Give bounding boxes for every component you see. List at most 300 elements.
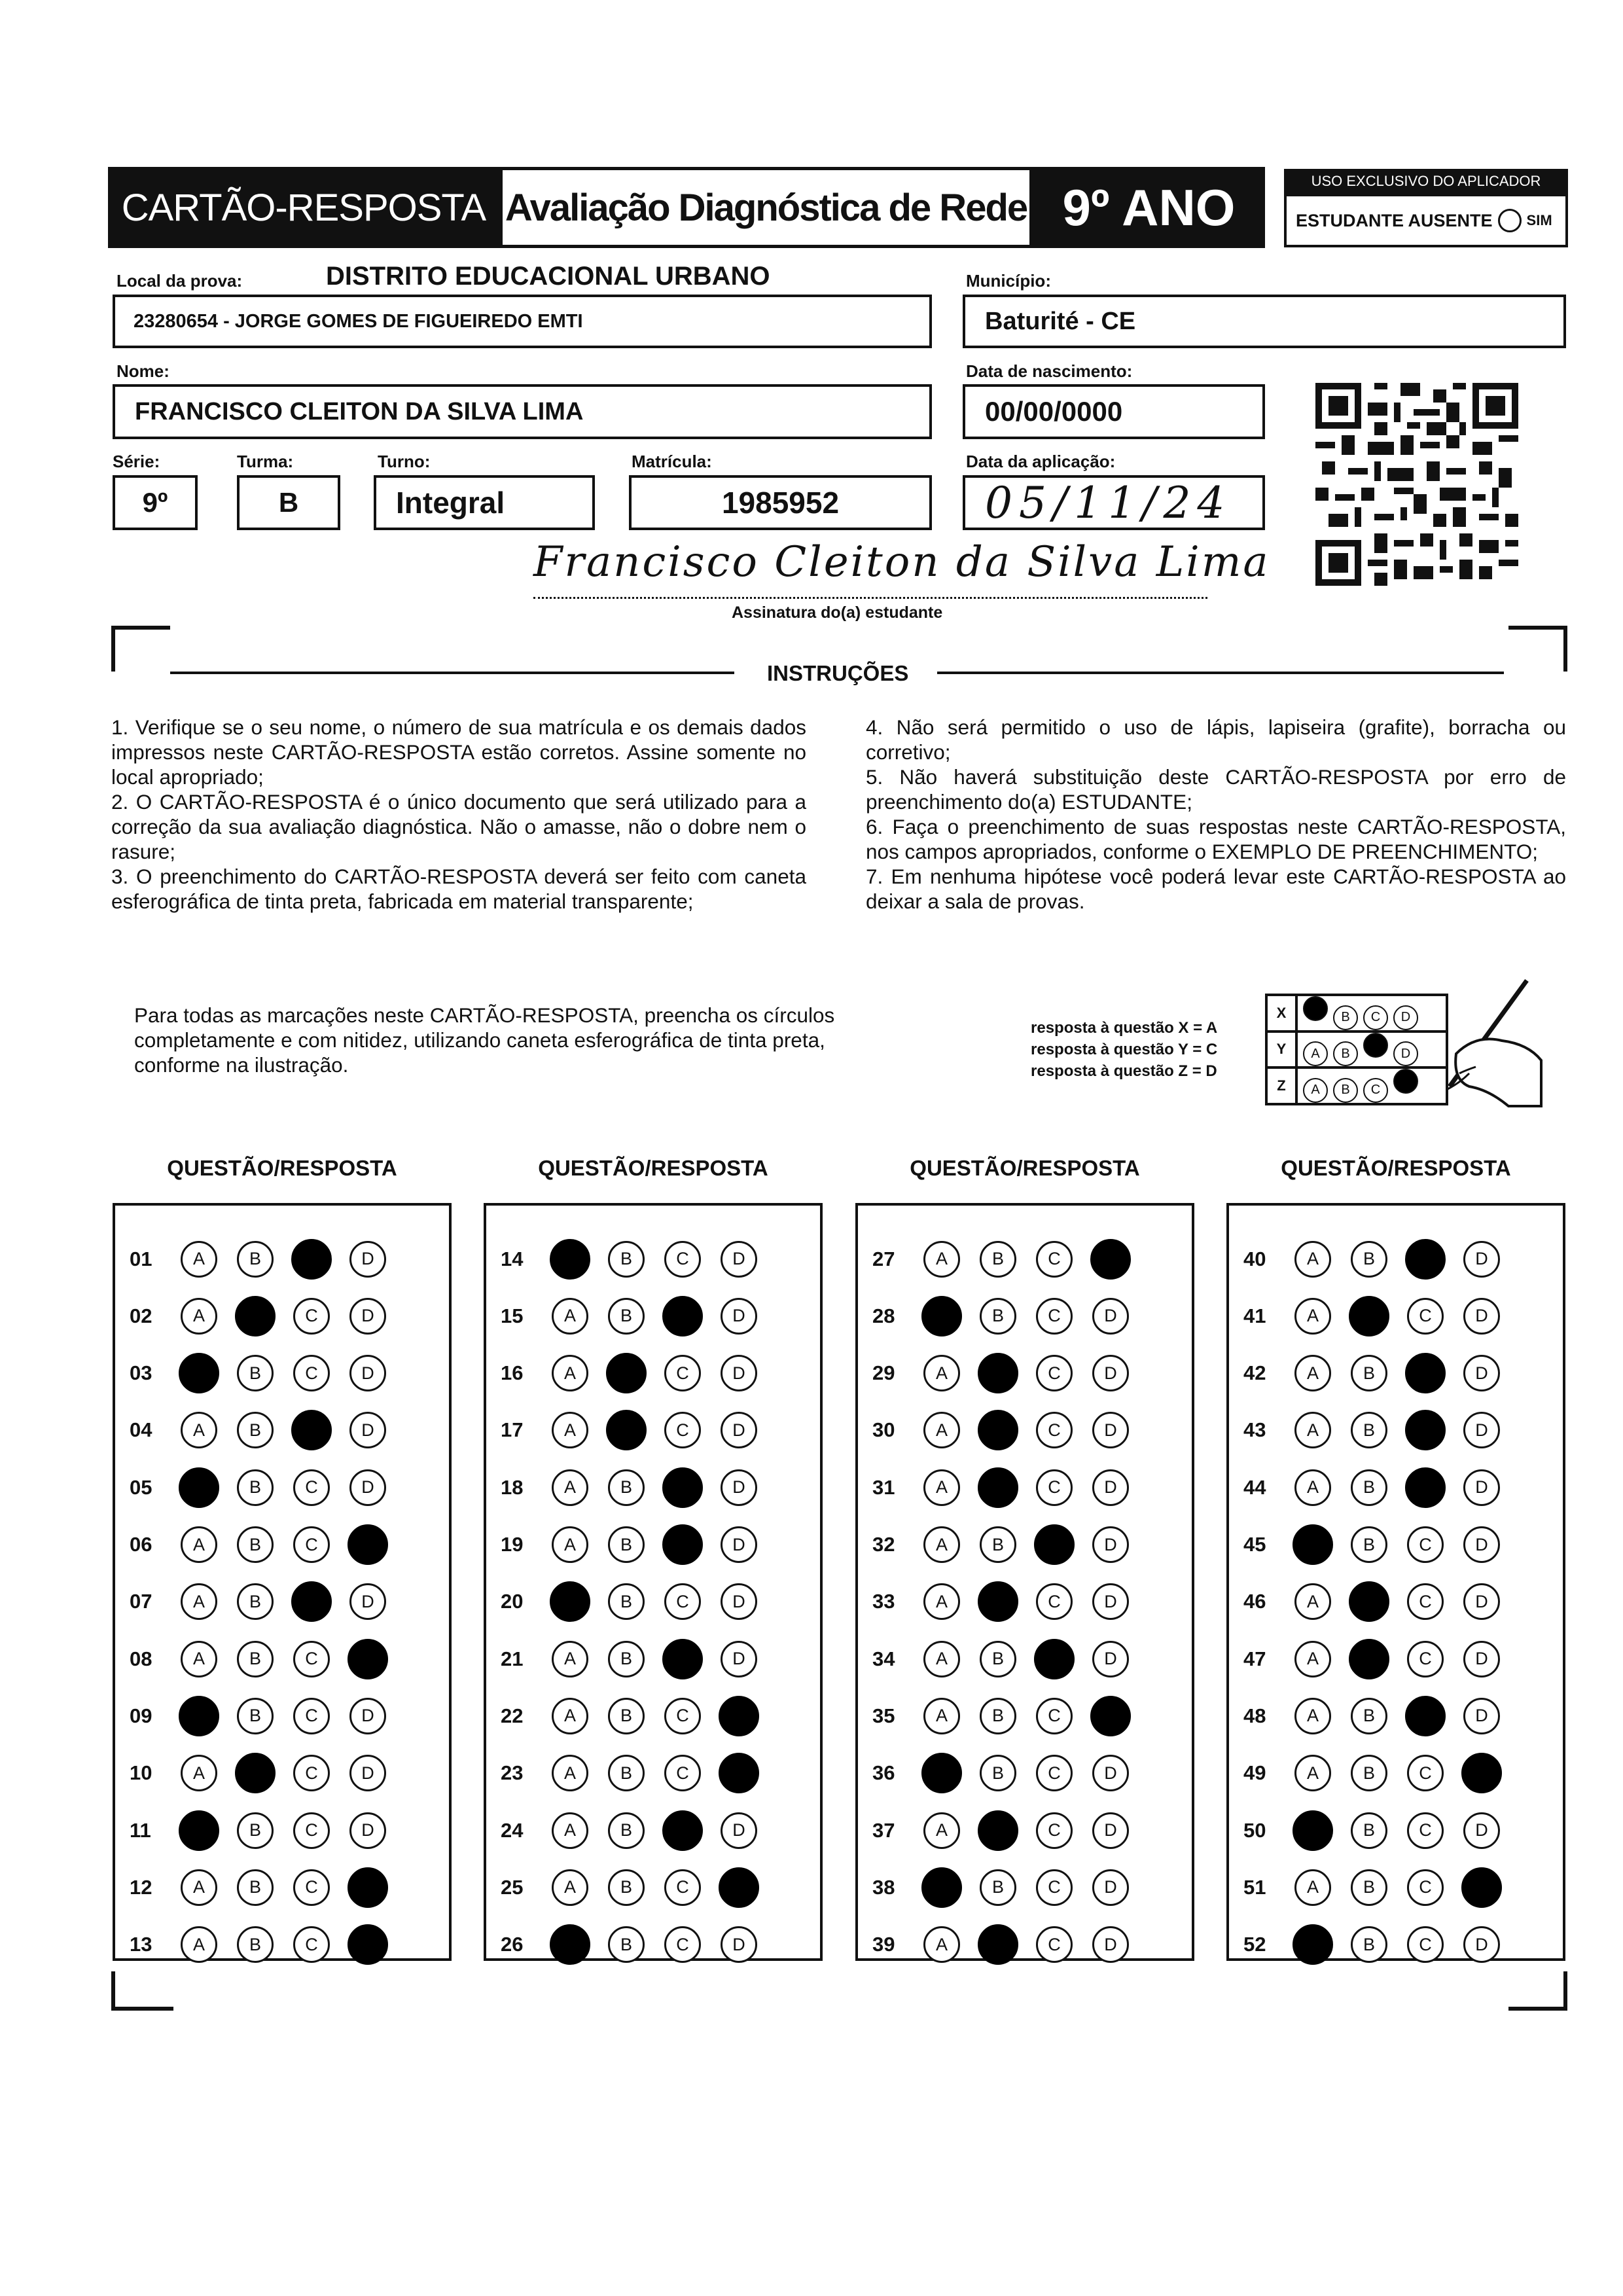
answer-bubble-a[interactable] [923,1583,960,1620]
frame-corner-bottom-right [1508,1971,1567,2011]
answer-bubble-b[interactable] [235,1296,276,1336]
answer-bubble-d[interactable] [349,1241,386,1278]
question-row [858,1859,1192,1916]
answer-bubble-a[interactable] [1294,1583,1331,1620]
answer-bubble-b[interactable] [608,1812,645,1849]
answer-bubble-b[interactable] [1349,1639,1389,1679]
answer-bubble-c[interactable] [1036,1869,1073,1906]
answer-bubble-a[interactable] [1294,1355,1331,1391]
answer-bubble-letter: B [1363,1820,1375,1840]
answer-bubble-c[interactable] [664,1412,701,1448]
answer-bubble-b[interactable] [1351,1755,1387,1791]
answer-bubble-a[interactable] [1294,1641,1331,1677]
answer-bubble-c[interactable] [1407,1298,1444,1335]
answer-bubble-letter: C [1048,1820,1061,1840]
question-column-header: QUESTÃO/RESPOSTA [538,1156,768,1180]
answer-bubble-d[interactable] [349,1355,386,1391]
answer-bubble-a[interactable] [1294,1241,1331,1278]
answer-bubble-c[interactable] [664,1241,701,1278]
answer-bubble-a[interactable] [552,1812,588,1849]
answer-bubble-c[interactable] [1407,1641,1444,1677]
answer-bubble-d[interactable] [1463,1698,1500,1734]
answer-bubble-d[interactable] [721,1412,757,1448]
question-row [858,1459,1192,1516]
answer-bubble-letter: D [732,1591,745,1611]
answer-bubble-c[interactable] [1036,1241,1073,1278]
answer-bubble-c[interactable] [1407,1583,1444,1620]
answer-bubble-a[interactable] [550,1924,590,1965]
answer-bubble-a[interactable] [1294,1298,1331,1335]
answer-bubble-b[interactable] [1351,1355,1387,1391]
answer-bubble-b[interactable] [608,1641,645,1677]
answer-bubble-letter: C [1048,1306,1061,1326]
answer-bubble-d[interactable] [349,1755,386,1791]
answer-bubble-a[interactable] [1293,1524,1333,1565]
answer-bubble-c[interactable] [1407,1526,1444,1563]
answer-bubble-d[interactable] [719,1867,759,1908]
answer-bubble-d[interactable] [349,1412,386,1448]
answer-bubble-d[interactable] [1463,1926,1500,1963]
answer-bubble-c[interactable] [1407,1755,1444,1791]
answer-bubble-a[interactable] [552,1469,588,1506]
answer-bubble-letter: D [1475,1363,1488,1383]
answer-bubble-d[interactable] [1090,1696,1131,1736]
answer-bubble-a[interactable] [1294,1698,1331,1734]
answer-bubble-b[interactable] [980,1698,1016,1734]
example-bubble [1333,1041,1358,1066]
answer-bubble-c[interactable] [662,1524,703,1565]
answer-bubble-letter: A [563,1420,576,1440]
answer-bubble-letter: C [676,1934,689,1954]
answer-bubble-b[interactable] [608,1469,645,1506]
answer-bubble-c[interactable] [1405,1696,1446,1736]
answer-bubble-a[interactable] [921,1867,962,1908]
answer-bubble-a[interactable] [923,1355,960,1391]
answer-bubble-letter: A [935,1363,948,1383]
instruction-item: 2. O CARTÃO-RESPOSTA é o único documento que será utilizado para a correção da sua avaliação diagnóstica. Não o amasse, não o dobre nem o rasure; [111,790,806,863]
question-row [486,1630,820,1687]
answer-bubble-b[interactable] [608,1869,645,1906]
question-row [115,1859,449,1916]
answer-bubble-b[interactable] [978,1353,1018,1393]
answer-bubble-c[interactable] [664,1755,701,1791]
answer-bubble-b[interactable] [1351,1812,1387,1849]
answer-bubble-d[interactable] [1092,1469,1129,1506]
answer-bubble-d[interactable] [1463,1355,1500,1391]
answer-bubble-d[interactable] [1463,1298,1500,1335]
example-row-bubbles [1296,1067,1447,1104]
answer-bubble-letter: B [991,1763,1004,1783]
answer-bubble-c[interactable] [662,1639,703,1679]
answer-bubble-b[interactable] [608,1583,645,1620]
answer-bubble-a[interactable] [552,1412,588,1448]
answer-bubble-c[interactable] [1405,1353,1446,1393]
fill-note: Para todas as marcações neste CARTÃO-RESPOSTA, preencha os círculos completamente e com nitidez, utilizando caneta esferográfica de tinta preta, conforme na ilustração. [134,1003,835,1077]
example-line: resposta à questão Y = C [1031,1041,1218,1058]
answer-bubble-d[interactable] [1090,1239,1131,1280]
answer-bubble-a[interactable] [1294,1412,1331,1448]
answer-bubble-a[interactable] [550,1239,590,1280]
answer-bubble-b[interactable] [980,1298,1016,1335]
answer-bubble-a[interactable] [181,1583,217,1620]
answer-bubble-b[interactable] [237,1926,274,1963]
answer-bubble-c[interactable] [1036,1812,1073,1849]
answer-bubble-b[interactable] [237,1698,274,1734]
answer-bubble-c[interactable] [664,1583,701,1620]
answer-bubble-d[interactable] [1463,1583,1500,1620]
answer-bubble-a[interactable] [552,1298,588,1335]
question-number: 43 [1243,1418,1266,1442]
answer-bubble-letter: B [991,1534,1004,1554]
answer-bubble-d[interactable] [1092,1641,1129,1677]
question-column [484,1203,823,1961]
answer-bubble-c[interactable] [1036,1755,1073,1791]
answer-bubble-b[interactable] [1351,1926,1387,1963]
answer-bubble-c[interactable] [293,1641,330,1677]
answer-bubble-letter: A [192,1249,205,1268]
example-bubble-letter: A [1311,1083,1320,1097]
answer-bubble-a[interactable] [181,1241,217,1278]
answer-bubble-letter: A [1306,1249,1319,1268]
answer-bubble-d[interactable] [721,1812,757,1849]
answer-bubble-a[interactable] [923,1641,960,1677]
example-bubble-letter: B [1341,1083,1350,1097]
question-row [115,1745,449,1802]
answer-bubble-b[interactable] [978,1810,1018,1851]
answer-bubble-d[interactable] [721,1298,757,1335]
question-number: 17 [501,1418,524,1442]
answer-bubble-letter: B [249,1534,261,1554]
answer-bubble-c[interactable] [662,1467,703,1508]
answer-bubble-c[interactable] [293,1469,330,1506]
answer-bubble-letter: C [676,1877,689,1897]
question-number: 40 [1243,1247,1266,1270]
answer-bubble-c[interactable] [664,1355,701,1391]
answer-bubble-b[interactable] [1351,1698,1387,1734]
answer-bubble-b[interactable] [980,1641,1016,1677]
example-line: resposta à questão X = A [1031,1019,1218,1037]
answer-bubble-a[interactable] [923,1698,960,1734]
answer-bubble-a[interactable] [921,1753,962,1793]
answer-bubble-letter: A [192,1649,205,1669]
answer-bubble-d[interactable] [1092,1812,1129,1849]
answer-bubble-a[interactable] [550,1581,590,1622]
answer-bubble-a[interactable] [1294,1755,1331,1791]
answer-bubble-letter: D [732,1649,745,1669]
answer-bubble-a[interactable] [923,1812,960,1849]
answer-bubble-b[interactable] [606,1353,647,1393]
question-row [115,1573,449,1630]
answer-bubble-c[interactable] [1036,1298,1073,1335]
answer-bubble-b[interactable] [608,1926,645,1963]
answer-bubble-b[interactable] [237,1241,274,1278]
question-row [486,1459,820,1516]
answer-bubble-a[interactable] [923,1526,960,1563]
answer-bubble-b[interactable] [978,1410,1018,1450]
answer-bubble-b[interactable] [237,1355,274,1391]
answer-bubble-c[interactable] [293,1355,330,1391]
answer-bubble-c[interactable] [1407,1869,1444,1906]
instruction-item: 7. Em nenhuma hipótese você poderá levar este CARTÃO-RESPOSTA ao deixar a sala de provas. [866,865,1566,913]
answer-bubble-c[interactable] [664,1869,701,1906]
answer-bubble-letter: C [305,1534,318,1554]
answer-bubble-letter: D [1104,1477,1117,1498]
answer-bubble-letter: C [305,1934,318,1954]
answer-bubble-d[interactable] [348,1524,388,1565]
answer-bubble-b[interactable] [1349,1581,1389,1622]
answer-bubble-d[interactable] [348,1867,388,1908]
answer-bubble-d[interactable] [721,1241,757,1278]
answer-bubble-letter: A [563,1820,576,1840]
answer-bubble-letter: D [732,1420,745,1440]
answer-bubble-a[interactable] [552,1641,588,1677]
answer-bubble-d[interactable] [1463,1526,1500,1563]
answer-bubble-a[interactable] [923,1926,960,1963]
question-number: 18 [501,1475,524,1499]
answer-bubble-c[interactable] [293,1298,330,1335]
answer-bubble-c[interactable] [1405,1467,1446,1508]
answer-bubble-a[interactable] [181,1412,217,1448]
answer-bubble-d[interactable] [348,1924,388,1965]
question-number: 07 [130,1590,152,1613]
answer-bubble-b[interactable] [608,1526,645,1563]
answer-bubble-a[interactable] [181,1869,217,1906]
answer-bubble-b[interactable] [978,1924,1018,1965]
answer-bubble-c[interactable] [1036,1583,1073,1620]
answer-bubble-c[interactable] [1405,1410,1446,1450]
qr-code-icon [1315,383,1518,586]
example-row-bubbles [1296,1031,1447,1068]
answer-bubble-d[interactable] [719,1753,759,1793]
answer-bubble-letter: A [1306,1420,1319,1440]
answer-bubble-a[interactable] [181,1526,217,1563]
answer-bubble-c[interactable] [664,1926,701,1963]
answer-bubble-a[interactable] [1294,1869,1331,1906]
answer-bubble-letter: B [249,1934,261,1954]
answer-bubble-letter: C [305,1649,318,1669]
answer-bubble-c[interactable] [1407,1812,1444,1849]
answer-bubble-d[interactable] [1463,1469,1500,1506]
answer-bubble-letter: D [1104,1934,1117,1954]
question-number: 46 [1243,1590,1266,1613]
answer-bubble-b[interactable] [237,1526,274,1563]
answer-bubble-d[interactable] [1092,1583,1129,1620]
answer-bubble-d[interactable] [349,1469,386,1506]
answer-bubble-c[interactable] [293,1698,330,1734]
answer-bubble-d[interactable] [721,1469,757,1506]
answer-bubble-letter: A [563,1763,576,1783]
answer-bubble-a[interactable] [923,1469,960,1506]
answer-bubble-letter: C [1419,1820,1432,1840]
answer-bubble-b[interactable] [237,1583,274,1620]
answer-bubble-c[interactable] [293,1755,330,1791]
answer-bubble-d[interactable] [1463,1641,1500,1677]
answer-bubble-c[interactable] [662,1296,703,1336]
local-school-field: 23280654 - JORGE GOMES DE FIGUEIREDO EMTI [113,295,932,348]
answer-bubble-b[interactable] [1351,1869,1387,1906]
question-number: 34 [872,1647,895,1670]
answer-bubble-d[interactable] [1092,1298,1129,1335]
answer-bubble-a[interactable] [552,1755,588,1791]
answer-bubble-letter: A [935,1420,948,1440]
answer-bubble-letter: A [192,1934,205,1954]
answer-bubble-d[interactable] [721,1926,757,1963]
answer-bubble-d[interactable] [721,1355,757,1391]
answer-bubble-d[interactable] [349,1583,386,1620]
frame-corner-top-right [1508,626,1567,672]
answer-bubble-c[interactable] [662,1810,703,1851]
answer-bubble-b[interactable] [237,1412,274,1448]
answer-bubble-c[interactable] [1036,1926,1073,1963]
answer-bubble-letter: C [305,1477,318,1498]
matricula-field: 1985952 [629,475,932,530]
answer-bubble-letter: D [732,1363,745,1383]
answer-bubble-d[interactable] [1092,1926,1129,1963]
answer-bubble-b[interactable] [237,1869,274,1906]
answer-bubble-c[interactable] [291,1581,332,1622]
answer-bubble-d[interactable] [1092,1869,1129,1906]
answer-bubble-letter: C [676,1706,689,1726]
answer-bubble-b[interactable] [980,1526,1016,1563]
answer-bubble-letter: D [1475,1820,1488,1840]
answer-bubble-d[interactable] [349,1812,386,1849]
question-number: 41 [1243,1304,1266,1327]
answer-bubble-d[interactable] [348,1639,388,1679]
answer-bubble-letter: D [1104,1877,1117,1897]
answer-bubble-a[interactable] [552,1355,588,1391]
answer-bubble-c[interactable] [1036,1412,1073,1448]
answer-bubble-letter: B [620,1477,632,1498]
answer-bubble-b[interactable] [1351,1412,1387,1448]
question-row [486,1687,820,1744]
answer-bubble-b[interactable] [606,1410,647,1450]
answer-bubble-b[interactable] [1351,1469,1387,1506]
answer-bubble-c[interactable] [1036,1469,1073,1506]
answer-bubble-d[interactable] [349,1698,386,1734]
local-district: DISTRITO EDUCACIONAL URBANO [326,262,770,291]
answer-bubble-d[interactable] [1092,1355,1129,1391]
instruction-item: 3. O preenchimento do CARTÃO-RESPOSTA deverá ser feito com caneta esferográfica de tinta preta, fabricada em material transparente; [111,865,806,913]
answer-bubble-a[interactable] [552,1526,588,1563]
answer-bubble-c[interactable] [1407,1926,1444,1963]
answer-bubble-c[interactable] [293,1526,330,1563]
answer-bubble-letter: B [1363,1534,1375,1554]
answer-bubble-c[interactable] [291,1239,332,1280]
answer-bubble-a[interactable] [552,1698,588,1734]
answer-bubble-a[interactable] [1293,1924,1333,1965]
answer-bubble-c[interactable] [1034,1524,1075,1565]
question-row [1229,1402,1563,1459]
instruction-item: 6. Faça o preenchimento de suas respostas neste CARTÃO-RESPOSTA, nos campos apropriados, conforme o EXEMPLO DE PREENCHIMENTO; [866,815,1566,863]
question-number: 51 [1243,1875,1266,1899]
answer-bubble-a[interactable] [179,1810,219,1851]
answer-bubble-b[interactable] [1351,1526,1387,1563]
answer-bubble-b[interactable] [980,1241,1016,1278]
answer-bubble-d[interactable] [721,1583,757,1620]
answer-bubble-a[interactable] [923,1412,960,1448]
answer-bubble-a[interactable] [1293,1810,1333,1851]
exam-title: Avaliação Diagnóstica de Rede [499,167,1033,248]
answer-bubble-letter: A [192,1420,205,1440]
answer-bubble-a[interactable] [179,1467,219,1508]
answer-bubble-letter: C [1048,1363,1061,1383]
answer-bubble-d[interactable] [719,1696,759,1736]
question-number: 11 [130,1818,151,1842]
answer-bubble-c[interactable] [293,1812,330,1849]
answer-bubble-b[interactable] [608,1241,645,1278]
answer-bubble-a[interactable] [181,1298,217,1335]
answer-bubble-d[interactable] [1461,1867,1502,1908]
answer-bubble-b[interactable] [978,1467,1018,1508]
answer-bubble-d[interactable] [1092,1755,1129,1791]
answer-bubble-c[interactable] [1036,1355,1073,1391]
answer-bubble-d[interactable] [1463,1241,1500,1278]
answer-bubble-b[interactable] [237,1812,274,1849]
answer-bubble-letter: D [361,1477,374,1498]
answer-bubble-c[interactable] [293,1869,330,1906]
answer-bubble-b[interactable] [608,1698,645,1734]
example-bubble [1333,1005,1358,1030]
answer-bubble-b[interactable] [1351,1241,1387,1278]
answer-bubble-b[interactable] [237,1641,274,1677]
example-bubble-letter: C [1370,1083,1381,1097]
answer-bubble-c[interactable] [664,1698,701,1734]
answer-bubble-a[interactable] [181,1641,217,1677]
answer-bubble-b[interactable] [980,1869,1016,1906]
answer-bubble-c[interactable] [293,1926,330,1963]
answer-bubble-d[interactable] [1461,1753,1502,1793]
answer-bubble-b[interactable] [608,1755,645,1791]
answer-bubble-b[interactable] [237,1469,274,1506]
answer-bubble-d[interactable] [349,1298,386,1335]
answer-bubble-letter: B [1363,1877,1375,1897]
answer-bubble-letter: B [1363,1706,1375,1726]
answer-bubble-c[interactable] [1405,1239,1446,1280]
answer-bubble-a[interactable] [552,1869,588,1906]
answer-bubble-b[interactable] [235,1753,276,1793]
answer-bubble-b[interactable] [980,1755,1016,1791]
answer-bubble-d[interactable] [721,1526,757,1563]
answer-bubble-d[interactable] [1463,1412,1500,1448]
question-number: 13 [130,1933,152,1956]
example-bubble-letter: D [1400,1046,1411,1061]
answer-bubble-b[interactable] [1349,1296,1389,1336]
answer-bubble-c[interactable] [291,1410,332,1450]
answer-bubble-letter: C [305,1877,318,1897]
answer-bubble-c[interactable] [1034,1639,1075,1679]
answer-bubble-b[interactable] [978,1581,1018,1622]
answer-bubble-d[interactable] [1092,1412,1129,1448]
question-number: 25 [501,1875,524,1899]
answer-bubble-a[interactable] [181,1755,217,1791]
answer-bubble-a[interactable] [181,1926,217,1963]
answer-bubble-a[interactable] [921,1296,962,1336]
answer-bubble-d[interactable] [1092,1526,1129,1563]
answer-bubble-a[interactable] [179,1353,219,1393]
answer-bubble-c[interactable] [1036,1698,1073,1734]
answer-bubble-letter: B [620,1649,632,1669]
example-table [1265,994,1448,1105]
answer-bubble-letter: B [249,1477,261,1498]
answer-bubble-b[interactable] [608,1298,645,1335]
answer-bubble-d[interactable] [1463,1812,1500,1849]
answer-bubble-d[interactable] [721,1641,757,1677]
answer-bubble-a[interactable] [1294,1469,1331,1506]
answer-bubble-a[interactable] [179,1696,219,1736]
answer-bubble-a[interactable] [923,1241,960,1278]
question-number: 47 [1243,1647,1266,1670]
absent-bubble[interactable] [1498,209,1522,232]
